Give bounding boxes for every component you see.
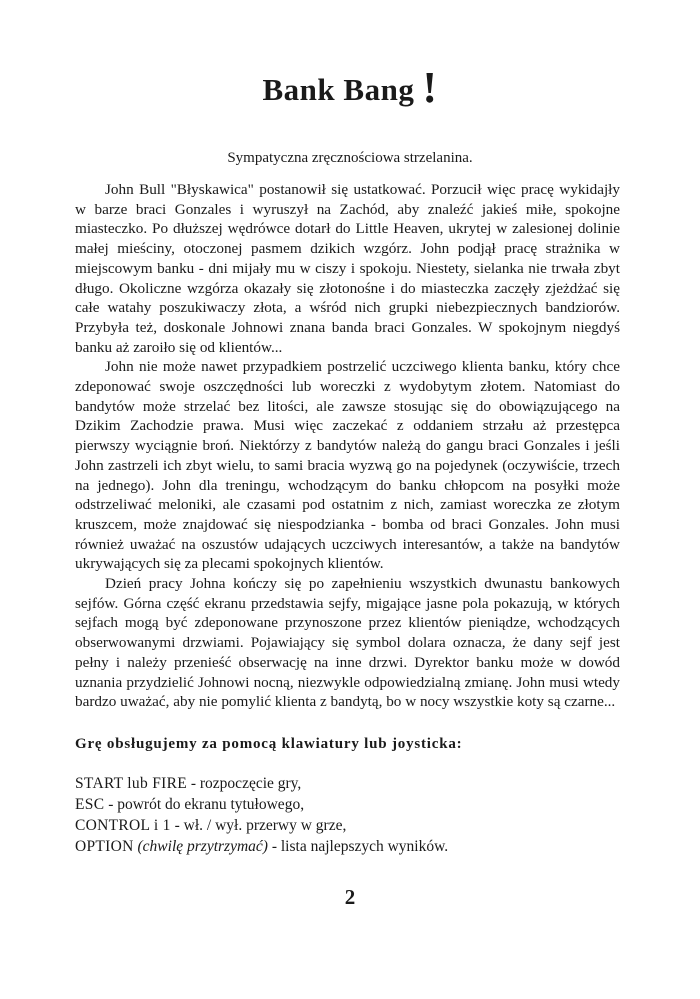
paragraph: John nie może nawet przypadkiem postrzelić uczciwego klienta banku, który chce zdeponować swoje oszczędności lub woreczki z wydobytym złotem. Natomiast do bandytów może strzelać bez litości, ale zawsze stosując się do obowiązującego na Dzikim Zachodzie prawa. Musi więc zaczekać z oddaniem strzału aż przestępca pierwszy wyciągnie broń. Niektórzy z bandytów należą do gangu braci Gonzales i jeśli John zastrzeli ich zbyt wielu, to sami bracia wyzwą go na pojedynek (oczywiście, trzech na jednego). John dla treningu, wchodzącym do banku chłopcom na posyłki może odstrzeliwać meloniki, ale czasami pod ostatnim z nich, zamiast woreczka ze złotym kruszcem, może znajdować się niespodzianka - bomba od braci Gonzales. John musi również uważać na oszustów udających uczciwych interesantów, a także na bandytów ukrywających się za plecami spokojnych klientów. <box>75 358 620 573</box>
paragraph: John Bull "Błyskawica" postanowił się ustatkować. Porzucił więc pracę wykidajły w barze braci Gonzales i wyruszył na Zachód, aby znaleźć jakieś miłe, spokojne miasteczko. Po dłuższej wędrówce dotarł do Little Heaven, ukrytej w zalesionej dolinie małej mieściny, otoczonej pasmem dzikich wzgórz. John podjął pracę strażnika w miejscowym banku - dni mijały mu w ciszy i spokoju. Niestety, sielanka nie trwała zbyt długo. Okoliczne wzgórza okazały się złotonośne i do miasteczka zaczęły zjeżdżać się całe watahy poszukiwaczy złota, a wśród nich grupki niebezpiecznych bandziorów. Przybyła też, doskonale Johnowi znana banda braci Gonzales. W spokojnym niegdyś banku aż zaroiło się od klientów... <box>75 181 620 356</box>
control-description: - rozpoczęcie gry, <box>186 775 302 792</box>
controls-heading: Grę obsługujemy za pomocą klawiatury lub joysticka: <box>75 736 463 752</box>
title-text: Bank Bang <box>262 72 415 107</box>
page-title <box>0 63 700 112</box>
page-number: 2 <box>344 885 356 909</box>
control-row-option <box>75 836 635 857</box>
control-note: (chwilę przytrzymać) <box>137 838 268 855</box>
control-description: - powrót do ekranu tytułowego, <box>104 796 305 813</box>
control-key: OPTION <box>75 838 134 855</box>
control-row-start <box>75 773 635 794</box>
control-description: - lista najlepszych wyników. <box>267 838 449 855</box>
control-key: START lub FIRE <box>75 775 187 792</box>
story-text <box>75 180 620 712</box>
paragraph: Dzień pracy Johna kończy się po zapełnieniu wszystkich dwunastu bankowych sejfów. Górna część ekranu przedstawia sejfy, migające jasne pola pokazują, w których sejfach mogą być zdeponowane przynoszone przez klientów pieniądze, wchodzących obserwowanymi drzwiami. Pojawiający się symbol dolara oznacza, że dany sejf jest pełny i należy przenieść obserwację na inne drzwi. Dyrektor banku może w dowód uznania przydzielić Johnowi nocną, niezwykle odpowiedzialną zmianę. John musi wtedy bardzo uważać, aby nie pomylić klienta z bandytą, bo w nocy wszystkie koty są czarne... <box>75 575 620 711</box>
title-exclamation: ! <box>422 63 438 112</box>
page-subtitle: Sympatyczna zręcznościowa strzelanina. <box>227 150 473 166</box>
control-row-esc <box>75 794 635 815</box>
control-row-control <box>75 815 635 836</box>
control-description: - wł. / wył. przerwy w grze, <box>170 817 347 834</box>
control-key: CONTROL i 1 <box>75 817 171 834</box>
control-key: ESC <box>75 796 105 813</box>
controls-list <box>75 773 635 857</box>
